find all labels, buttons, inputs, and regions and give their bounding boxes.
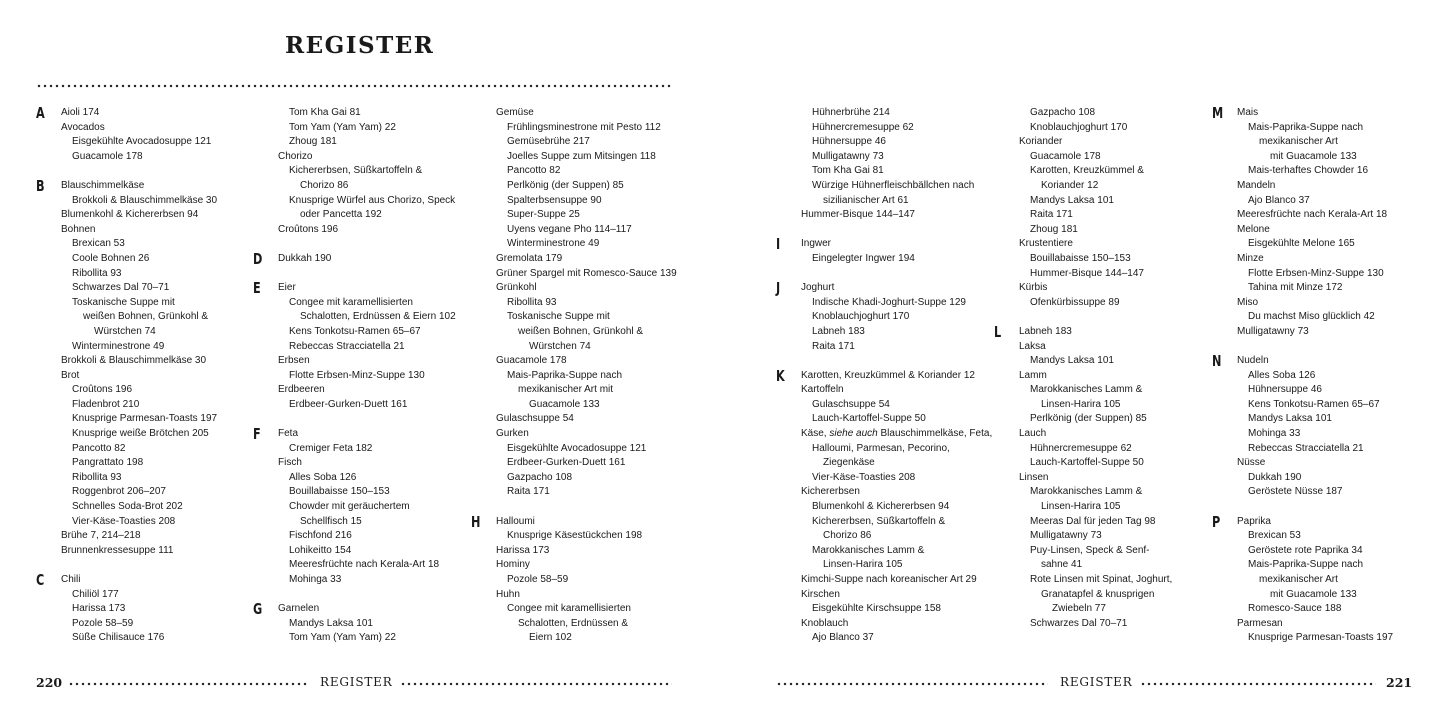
index-entry: Fischfond 216 xyxy=(289,530,352,542)
index-entry: Guacamole 133 xyxy=(529,398,600,410)
index-entry: Knusprige weiße Brötchen 205 xyxy=(72,428,209,440)
index-column-1 xyxy=(36,104,218,646)
index-entry: Kichererbsen xyxy=(801,486,860,498)
index-entry: Knoblauchjoghurt 170 xyxy=(1030,121,1128,133)
index-entry: Linsen-Harira 105 xyxy=(1041,398,1121,410)
index-entry: Bouillabaisse 150–153 xyxy=(1030,252,1131,264)
index-entry: Gazpacho 108 xyxy=(507,471,573,483)
index-entry: Schalotten, Erdnüssen & xyxy=(518,617,629,629)
index-section xyxy=(253,249,456,268)
running-head-left: REGISTER xyxy=(320,675,393,689)
index-entry: Würstchen 74 xyxy=(529,340,591,352)
index-entry: Mandys Laksa 101 xyxy=(289,617,373,629)
index-entry: Raita 171 xyxy=(812,340,855,352)
index-entry: Tom Kha Gai 81 xyxy=(289,107,361,118)
index-entry: Kartoffeln xyxy=(801,384,844,396)
index-entry: Eingelegter Ingwer 194 xyxy=(812,252,915,264)
index-entry: Lauch-Kartoffel-Suppe 50 xyxy=(1030,457,1144,469)
index-entry: Mais-Paprika-Suppe nach xyxy=(1248,559,1364,571)
index-section xyxy=(253,600,456,646)
index-entry: Eisgekühlte Kirschsuppe 158 xyxy=(812,603,941,615)
page-number-right: 221 xyxy=(1386,675,1413,690)
index-entry: Eisgekühlte Avocadosuppe 121 xyxy=(72,136,212,148)
index-entry: Halloumi xyxy=(496,515,535,527)
page-title: REGISTER xyxy=(285,32,435,59)
index-section xyxy=(36,104,217,164)
section-letter: C xyxy=(36,571,45,589)
section-letter: P xyxy=(1212,512,1221,531)
index-entry: Dukkah 190 xyxy=(1248,471,1302,483)
index-entry: Hummer-Bisque 144–147 xyxy=(801,209,915,221)
index-entry: Croûtons 196 xyxy=(72,384,133,396)
index-entry: Zhoug 181 xyxy=(289,136,337,148)
index-entry: Cremiger Feta 182 xyxy=(289,442,373,454)
index-entry: Granatapfel & knusprigen xyxy=(1041,588,1155,600)
index-entry: Linsen-Harira 105 xyxy=(1041,501,1121,513)
index-entry: weißen Bohnen, Grünkohl & xyxy=(83,311,209,323)
index-entry: Brot xyxy=(61,369,80,381)
index-entry: Lohikeitto 154 xyxy=(289,544,352,556)
index-entry: Mulligatawny 73 xyxy=(1237,325,1309,337)
index-entry: Ingwer xyxy=(801,238,832,250)
section-letter: H xyxy=(471,512,481,531)
section-letter: K xyxy=(776,366,785,385)
index-entry: Kichererbsen, Süßkartoffeln & xyxy=(812,515,946,527)
index-entry: Chili xyxy=(61,574,81,585)
index-entry: Brokkoli & Blauschimmelkäse 30 xyxy=(72,194,218,206)
index-entry: Meeresfrüchte nach Kerala-Art 18 xyxy=(1237,209,1388,221)
index-entry: Ajo Blanco 37 xyxy=(812,632,874,644)
index-entry: Chorizo xyxy=(278,150,313,162)
index-entry: Chorizo 86 xyxy=(300,179,349,191)
index-entry: Perlkönig (der Suppen) 85 xyxy=(507,179,624,191)
index-entry: Roggenbrot 206–207 xyxy=(72,486,166,498)
index-entry: Schwarzes Dal 70–71 xyxy=(72,282,170,294)
index-entry: Knusprige Würfel aus Chorizo, Speck xyxy=(289,194,456,206)
index-entry: Gurken xyxy=(496,428,529,440)
index-entry: Chowder mit geräuchertem xyxy=(289,501,410,513)
index-entry: Vier-Käse-Toasties 208 xyxy=(72,515,176,527)
index-entry: Knusprige Käsestückchen 198 xyxy=(507,530,643,542)
index-entry: Erdbeeren xyxy=(278,384,325,396)
section-letter: E xyxy=(253,279,261,298)
index-entry: Hühnercremesuppe 62 xyxy=(1030,442,1132,454)
index-entry: Congee mit karamellisierten xyxy=(289,296,413,308)
index-entry: Alles Soba 126 xyxy=(1248,369,1316,381)
index-entry: Koriander xyxy=(1019,136,1063,148)
index-column-2 xyxy=(253,106,456,646)
index-entry: Du machst Miso glücklich 42 xyxy=(1248,311,1375,323)
index-entry: Hominy xyxy=(496,559,530,571)
index-entry: Grüner Spargel mit Romesco-Sauce 139 xyxy=(496,267,677,279)
index-entry: Zhoug 181 xyxy=(1030,223,1078,235)
index-entry: Laksa xyxy=(1019,340,1046,352)
index-entry: Puy-Linsen, Speck & Senf- xyxy=(1030,544,1150,556)
index-entry: Brokkoli & Blauschimmelkäse 30 xyxy=(61,355,207,367)
index-entry: Grünkohl xyxy=(496,282,537,294)
index-entry: Bohnen xyxy=(61,223,96,235)
index-entry: Parmesan xyxy=(1237,617,1283,629)
index-entry: Pangrattato 198 xyxy=(72,457,144,469)
index-entry: Tom Kha Gai 81 xyxy=(812,165,884,177)
index-entry: Mais-Paprika-Suppe nach xyxy=(1248,121,1364,133)
section-letter: G xyxy=(253,600,263,619)
index-entry: Pozole 58–59 xyxy=(72,617,134,629)
index-entry: Joghurt xyxy=(801,282,835,294)
section-letter: N xyxy=(1212,352,1222,371)
index-column-5 xyxy=(994,106,1173,631)
index-entry: Gemüsebrühe 217 xyxy=(507,136,590,148)
index-entry: sizilianischer Art 61 xyxy=(823,194,909,206)
index-entry: Mais xyxy=(1237,107,1259,118)
index-entry: mit Guacamole 133 xyxy=(1270,588,1357,600)
index-entry: Lauch xyxy=(1019,428,1047,440)
index-entry: Dukkah 190 xyxy=(278,252,332,264)
index-entry: Fisch xyxy=(278,457,302,469)
index-entry: Kens Tonkotsu-Ramen 65–67 xyxy=(289,325,421,337)
section-letter: J xyxy=(776,279,781,298)
index-entry: Alles Soba 126 xyxy=(289,471,357,483)
index-column-4 xyxy=(776,106,993,646)
section-letter: M xyxy=(1212,104,1224,122)
index-section xyxy=(994,322,1173,631)
index-section xyxy=(36,571,217,646)
index-entry: Flotte Erbsen-Minz-Suppe 130 xyxy=(1248,267,1384,279)
index-entry: Ribollita 93 xyxy=(507,296,557,308)
section-letter: B xyxy=(36,176,45,195)
index-entry: Chorizo 86 xyxy=(823,530,872,542)
footer-dots xyxy=(776,682,1048,686)
index-entry: Romesco-Sauce 188 xyxy=(1248,603,1342,615)
index-entry: Croûtons 196 xyxy=(278,223,339,235)
index-entry: Congee mit karamellisierten xyxy=(507,603,631,615)
index-entry: oder Pancetta 192 xyxy=(300,209,382,221)
index-entry: Tom Yam (Yam Yam) 22 xyxy=(289,121,396,133)
index-entry: Marokkanisches Lamm & xyxy=(1030,486,1143,498)
index-entry: Mandys Laksa 101 xyxy=(1030,194,1114,206)
index-entry: Linsen-Harira 105 xyxy=(823,559,903,571)
index-entry: mexikanischer Art mit xyxy=(518,384,614,396)
index-entry: Bouillabaisse 150–153 xyxy=(289,486,390,498)
index-section xyxy=(1212,352,1393,500)
index-section xyxy=(1212,104,1393,340)
index-entry: Gulaschsuppe 54 xyxy=(496,413,574,425)
index-entry: Mais-Paprika-Suppe nach xyxy=(507,369,623,381)
index-entry: Schellfisch 15 xyxy=(300,515,362,527)
index-entry: Karotten, Kreuzkümmel & Koriander 12 xyxy=(801,369,975,381)
index-section xyxy=(253,425,456,588)
index-entry: Guacamole 178 xyxy=(496,355,567,367)
index-entry: Brühe 7, 214–218 xyxy=(61,530,141,542)
index-entry: Mulligatawny 73 xyxy=(1030,530,1102,542)
index-entry: Koriander 12 xyxy=(1041,179,1099,191)
index-section xyxy=(36,176,218,558)
index-entry: Mohinga 33 xyxy=(1248,428,1301,440)
index-entry: mexikanischer Art xyxy=(1259,574,1338,585)
index-entry: Geröstete Nüsse 187 xyxy=(1248,486,1343,498)
index-entry: Kens Tonkotsu-Ramen 65–67 xyxy=(1248,398,1380,410)
index-entry: Huhn xyxy=(496,588,520,600)
index-entry: Melone xyxy=(1237,223,1270,235)
index-entry: Marokkanisches Lamm & xyxy=(812,544,925,556)
index-section xyxy=(496,106,677,500)
index-entry: Guacamole 178 xyxy=(72,150,143,162)
index-entry: Mandys Laksa 101 xyxy=(1248,413,1332,425)
index-entry: Eiern 102 xyxy=(529,632,572,644)
index-entry: Ribollita 93 xyxy=(72,471,122,483)
index-entry: Halloumi, Parmesan, Pecorino, xyxy=(812,442,950,454)
index-entry: Frühlingsminestrone mit Pesto 112 xyxy=(507,121,661,133)
index-entry: Hühnersuppe 46 xyxy=(1248,384,1322,396)
index-entry: Harissa 173 xyxy=(496,544,550,556)
index-entry: Lamm xyxy=(1019,369,1047,381)
index-entry: Erbsen xyxy=(278,355,310,367)
index-section xyxy=(278,106,456,237)
index-entry: Hühnersuppe 46 xyxy=(812,136,886,148)
index-entry: Gazpacho 108 xyxy=(1030,107,1096,118)
index-entry: Brunnenkressesuppe 111 xyxy=(61,544,174,556)
index-entry: Toskanische Suppe mit xyxy=(507,311,610,323)
index-entry: Mandys Laksa 101 xyxy=(1030,355,1114,367)
footer-dots xyxy=(68,682,308,686)
index-entry: Mohinga 33 xyxy=(289,574,342,585)
index-entry: Knoblauchjoghurt 170 xyxy=(812,311,910,323)
index-entry: Marokkanisches Lamm & xyxy=(1030,384,1143,396)
index-entry: mit Guacamole 133 xyxy=(1270,150,1357,162)
page-number-left: 220 xyxy=(36,675,63,690)
index-entry: Blumenkohl & Kichererbsen 94 xyxy=(812,501,950,513)
index-entry: Süße Chilisauce 176 xyxy=(72,632,165,644)
index-entry: Joelles Suppe zum Mitsingen 118 xyxy=(507,150,656,162)
index-entry: Harissa 173 xyxy=(72,603,126,615)
index-entry: Gemüse xyxy=(496,107,534,118)
index-entry: Vier-Käse-Toasties 208 xyxy=(812,471,916,483)
index-entry: Käse, siehe auch Blauschimmelkäse, Feta, xyxy=(801,428,993,440)
index-entry: sahne 41 xyxy=(1041,559,1083,571)
index-entry: Blumenkohl & Kichererbsen 94 xyxy=(61,209,199,221)
index-entry: Würzige Hühnerfleischbällchen nach xyxy=(812,179,975,191)
index-entry: Pancotto 82 xyxy=(507,165,561,177)
index-entry: Schnelles Soda-Brot 202 xyxy=(72,501,183,513)
index-entry: Rote Linsen mit Spinat, Joghurt, xyxy=(1030,574,1173,585)
index-entry: Würstchen 74 xyxy=(94,325,156,337)
index-entry: Brexican 53 xyxy=(72,238,125,250)
index-entry: Miso xyxy=(1237,296,1259,308)
index-entry: Uyens vegane Pho 114–117 xyxy=(507,223,632,235)
index-entry: Knusprige Parmesan-Toasts 197 xyxy=(72,413,218,425)
index-entry: Knusprige Parmesan-Toasts 197 xyxy=(1248,632,1394,644)
index-entry: Hühnerbrühe 214 xyxy=(812,107,890,118)
index-entry: Schalotten, Erdnüssen & Eiern 102 xyxy=(300,311,456,323)
index-entry: Ribollita 93 xyxy=(72,267,122,279)
index-entry: Labneh 183 xyxy=(1019,325,1072,337)
index-entry: Eisgekühlte Melone 165 xyxy=(1248,238,1355,250)
dotted-rule xyxy=(36,84,672,88)
index-entry: Feta xyxy=(278,428,299,440)
section-letter: A xyxy=(36,104,45,122)
section-letter: I xyxy=(776,235,781,254)
index-entry: Toskanische Suppe mit xyxy=(72,296,175,308)
index-column-3 xyxy=(471,106,677,646)
index-entry: Chiliöl 177 xyxy=(72,588,119,600)
index-entry: Minze xyxy=(1237,252,1264,264)
index-entry: Nudeln xyxy=(1237,355,1269,367)
index-entry: Meeras Dal für jeden Tag 98 xyxy=(1030,515,1156,527)
index-entry: Paprika xyxy=(1237,515,1271,527)
index-entry: Hühnercremesuppe 62 xyxy=(812,121,914,133)
index-entry: Avocados xyxy=(61,121,105,133)
index-section xyxy=(776,235,992,266)
index-section xyxy=(1019,106,1172,310)
index-entry: Tom Yam (Yam Yam) 22 xyxy=(289,632,396,644)
index-entry: Kürbis xyxy=(1019,282,1048,294)
index-entry: Kichererbsen, Süßkartoffeln & xyxy=(289,165,423,177)
section-letter: L xyxy=(994,322,1002,341)
index-entry: Erdbeer-Gurken-Duett 161 xyxy=(289,398,408,410)
index-entry: Labneh 183 xyxy=(812,325,865,337)
index-entry: Lauch-Kartoffel-Suppe 50 xyxy=(812,413,926,425)
index-entry: Rebeccas Stracciatella 21 xyxy=(1248,442,1364,454)
index-entry: Hummer-Bisque 144–147 xyxy=(1030,267,1144,279)
index-entry: Brexican 53 xyxy=(1248,530,1301,542)
index-entry: Perlkönig (der Suppen) 85 xyxy=(1030,413,1147,425)
index-section xyxy=(776,279,992,354)
index-entry: Eisgekühlte Avocadosuppe 121 xyxy=(507,442,647,454)
index-entry: Pozole 58–59 xyxy=(507,574,569,585)
index-entry: Kimchi-Suppe nach koreanischer Art 29 xyxy=(801,574,977,585)
index-entry: Gulaschsuppe 54 xyxy=(812,398,890,410)
index-entry: Flotte Erbsen-Minz-Suppe 130 xyxy=(289,369,425,381)
index-entry: Ziegenkäse xyxy=(823,457,875,469)
index-entry: Raita 171 xyxy=(1030,209,1073,221)
index-entry: Rebeccas Stracciatella 21 xyxy=(289,340,405,352)
index-entry: Krustentiere xyxy=(1019,238,1073,250)
footer-dots xyxy=(400,682,672,686)
index-entry: Blauschimmelkäse xyxy=(61,179,145,191)
index-section xyxy=(776,366,993,646)
index-entry: mexikanischer Art xyxy=(1259,136,1338,148)
index-entry: Gremolata 179 xyxy=(496,252,563,264)
index-section xyxy=(801,106,992,223)
index-entry: Garnelen xyxy=(278,603,320,615)
index-section xyxy=(1212,512,1394,646)
index-entry: Kirschen xyxy=(801,588,840,600)
index-entry: Mulligatawny 73 xyxy=(812,150,884,162)
index-entry: Eier xyxy=(278,282,296,294)
index-entry: Erdbeer-Gurken-Duett 161 xyxy=(507,457,626,469)
index-entry: Karotten, Kreuzkümmel & xyxy=(1030,165,1144,177)
index-entry: Schwarzes Dal 70–71 xyxy=(1030,617,1128,629)
index-entry: Geröstete rote Paprika 34 xyxy=(1248,544,1363,556)
section-letter: D xyxy=(253,249,263,268)
index-entry: Winterminestrone 49 xyxy=(507,238,600,250)
index-section xyxy=(471,512,677,646)
index-entry: Fladenbrot 210 xyxy=(72,398,140,410)
index-entry: Ofenkürbissuppe 89 xyxy=(1030,296,1120,308)
index-entry: Winterminestrone 49 xyxy=(72,340,165,352)
index-entry: Aioli 174 xyxy=(61,107,100,118)
index-entry: Guacamole 178 xyxy=(1030,150,1101,162)
index-entry: Mais-terhaftes Chowder 16 xyxy=(1248,165,1369,177)
index-entry: Meeresfrüchte nach Kerala-Art 18 xyxy=(289,559,440,571)
index-entry: Mandeln xyxy=(1237,179,1276,191)
index-entry: Indische Khadi-Joghurt-Suppe 129 xyxy=(812,296,966,308)
index-entry: Ajo Blanco 37 xyxy=(1248,194,1310,206)
index-entry: weißen Bohnen, Grünkohl & xyxy=(518,325,644,337)
section-letter: F xyxy=(253,425,261,444)
index-entry: Zwiebeln 77 xyxy=(1052,603,1106,615)
index-entry: Spalterbsensuppe 90 xyxy=(507,194,602,206)
index-column-6 xyxy=(1212,104,1394,646)
index-entry: Knoblauch xyxy=(801,617,849,629)
index-entry: Raita 171 xyxy=(507,486,550,498)
index-entry: Tahina mit Minze 172 xyxy=(1248,282,1343,294)
running-head-right: REGISTER xyxy=(1060,675,1133,689)
index-entry: Linsen xyxy=(1019,471,1049,483)
index-entry: Pancotto 82 xyxy=(72,442,126,454)
index-entry: Super-Suppe 25 xyxy=(507,209,580,221)
index-section xyxy=(253,279,456,412)
footer-dots xyxy=(1140,682,1376,686)
index-entry: Coole Bohnen 26 xyxy=(72,252,150,264)
index-entry: Nüsse xyxy=(1237,457,1266,469)
